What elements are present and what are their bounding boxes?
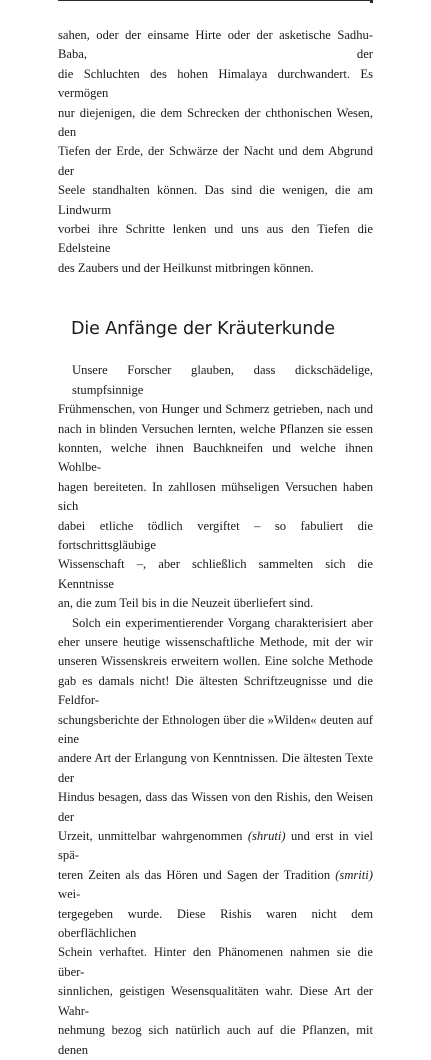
text-line: an, die zum Teil bis in die Neuzeit überliefert sind. [58,596,314,611]
text-line: teren Zeiten als das Hören und Sagen der Tradition (smriti) wei- [58,867,373,902]
text-line: tergegeben wurde. Diese Rishis waren nicht dem oberflächlichen [58,906,373,941]
text-line: konnten, welche ihnen Bauchkneifen und welche ihnen Wohlbe- [58,440,373,475]
text-line: vorbei ihre Schritte lenken und uns aus den Tiefen die Edelsteine [58,222,373,256]
text-line: die Schluchten des hohen Himalaya durchwandert. Es vermögen [58,66,373,101]
text-line: nehmung bezog sich natürlich auch auf die Pflanzen, mit denen [58,1023,373,1057]
text-line: Seele standhalten können. Das sind die wenigen, die am Lindwurm [58,183,373,217]
paragraph-1 [58,361,373,613]
text-line: schungsberichte der Ethnologen über die »Wilden« deuten auf eine [58,712,373,746]
text-line: eher unsere heutige wissenschaftliche Methode, mit der wir [58,634,373,649]
text-line: Urzeit, unmittelbar wahrgenommen (shruti) und erst in viel spä- [58,829,373,863]
text-line: gab es damals nicht! Die ältesten Schriftzeugnisse und die Feldfor- [58,673,373,708]
text-line: des Zaubers und der Heilkunst mitbringen können. [58,260,314,275]
text-line: Schein verhaftet. Hinter den Phänomenen nahmen sie die über- [58,945,373,979]
header-rule [58,0,372,1]
text-line: nur diejenigen, die dem Schrecken der chthonischen Wesen, den [58,105,373,140]
text-line: andere Art der Erlangung von Kenntnissen. Die ältesten Texte der [58,751,373,785]
text-line: Hindus besagen, dass das Wissen von den Rishis, den Weisen der [58,790,373,824]
text-line: Wissenschaft –, aber schließlich sammelten sich die Kenntnisse [58,557,373,591]
page-body [58,26,373,1060]
text-line: sahen, oder der einsame Hirte oder der asketische Sadhu-Baba, der [58,28,373,62]
text-line: Unsere Forscher glauben, dass dickschädelige, stumpfsinnige [72,363,373,397]
text-line: sinnlichen, geistigen Wesensqualitäten wahr. Diese Art der Wahr- [58,984,373,1018]
text-line: nach in blinden Versuchen lernten, welche Pflanzen sie essen [58,421,373,436]
text-line: Frühmenschen, von Hunger und Schmerz getrieben, nach und [58,402,373,417]
text-line: dabei etliche tödlich vergiftet – so fabuliert die fortschrittsgläubige [58,518,373,552]
text-line: unseren Wissenskreis erweitern wollen. Eine solche Methode [58,654,373,669]
text-line: hagen bereiteten. In zahllosen mühseligen Versuchen haben sich [58,479,373,514]
header-rule-end [370,0,373,3]
intro-paragraph [58,26,373,278]
section-heading: Die Anfänge der Kräuterkunde [71,319,335,340]
sanskrit-term: (shruti) [247,829,286,844]
sanskrit-term: (smriti) [335,867,373,882]
paragraph-2 [58,614,373,1060]
text-line: Solch ein experimentierender Vorgang charakterisiert aber [72,615,373,630]
text-line: Tiefen der Erde, der Schwärze der Nacht und dem Abgrund der [58,144,373,178]
